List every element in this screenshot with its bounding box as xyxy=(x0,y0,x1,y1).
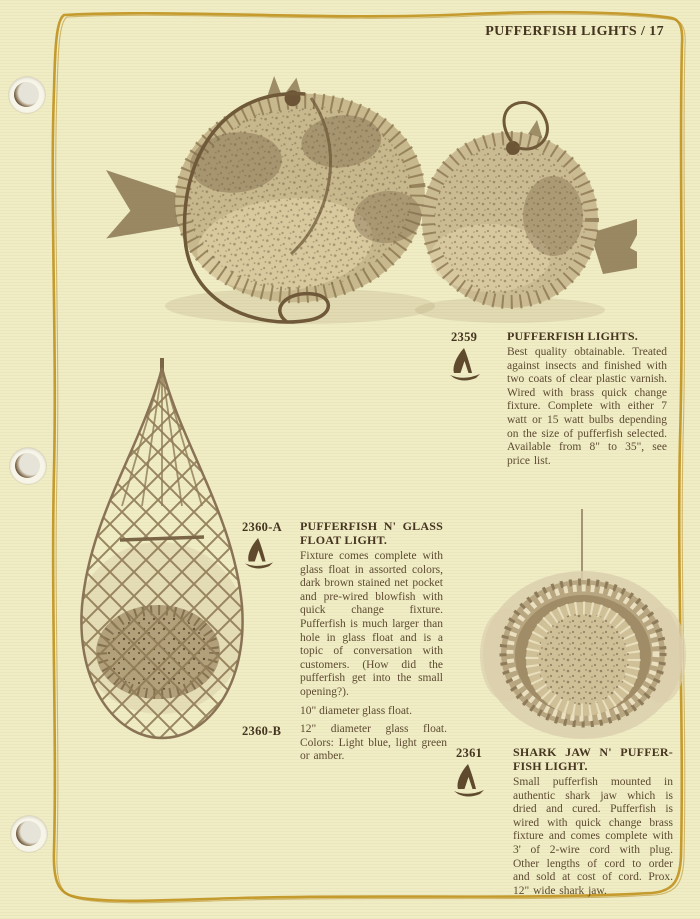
product-description: Best quality obtainable. Treated against insects and finished with two coats of clear plastic varnish. Wired with brass quick change fixture. Complete with either 7 watt or 15 watt bulbs depending on the size of pufferfish selected. Available from 8" to 35", see price list. xyxy=(507,346,667,467)
product-description: Fixture comes complete with glass float in assorted colors, dark brown stained net pocket and pre-wired blowfish with quick change fixture. Pufferfish is much larger than hole in glass float and is a topic of conversation with customers. (How did the pufferfish get into the small opening?). xyxy=(300,550,443,698)
binder-hole-middle xyxy=(10,448,46,484)
binder-hole-bottom-inner xyxy=(16,821,41,846)
sailboat-logo-icon xyxy=(244,537,274,569)
shark-jaw-pufferfish-photo xyxy=(478,503,688,748)
binder-hole-top-inner xyxy=(14,82,39,107)
product-number-2359: 2359 xyxy=(451,330,478,344)
product-block-2359 xyxy=(507,329,667,468)
sailboat-logo-icon xyxy=(449,347,481,381)
net-glass-float-photo xyxy=(62,356,258,746)
product-title: SHARK JAW N' PUFFER-FISH LIGHT. xyxy=(513,745,673,773)
binder-hole-middle-inner xyxy=(15,453,40,478)
product-number-2360B: 2360-B xyxy=(242,724,282,738)
product-description: Small pufferfish mounted in authentic shark jaw which is dried and cured. Pufferfish is wired with quick change brass fixture and comes complete with 3' of 2-wire cord with plug. Other lengths of cord to order and sold at cost of cord. Prox. 12" wide shark jaw. xyxy=(513,776,673,897)
product-block-2360A xyxy=(300,519,443,718)
pufferfish-pair-photo xyxy=(85,58,637,334)
product-block-2361 xyxy=(513,745,673,898)
sailboat-logo-icon xyxy=(453,763,485,797)
binder-hole-top xyxy=(9,77,45,113)
product-description: 12" diameter glass float. Colors: Light blue, light green or amber. xyxy=(300,723,447,763)
product-title: PUFFERFISH LIGHTS. xyxy=(507,329,638,343)
page-title: PUFFERFISH LIGHTS / 17 xyxy=(485,24,664,39)
product-number-2360A: 2360-A xyxy=(242,520,282,534)
binder-hole-bottom xyxy=(11,816,47,852)
product-block-2360B xyxy=(300,723,447,764)
product-number-2361: 2361 xyxy=(456,746,483,760)
product-title: PUFFERFISH N' GLASS FLOAT LIGHT. xyxy=(300,519,443,547)
product-note: 10" diameter glass float. xyxy=(300,704,412,717)
